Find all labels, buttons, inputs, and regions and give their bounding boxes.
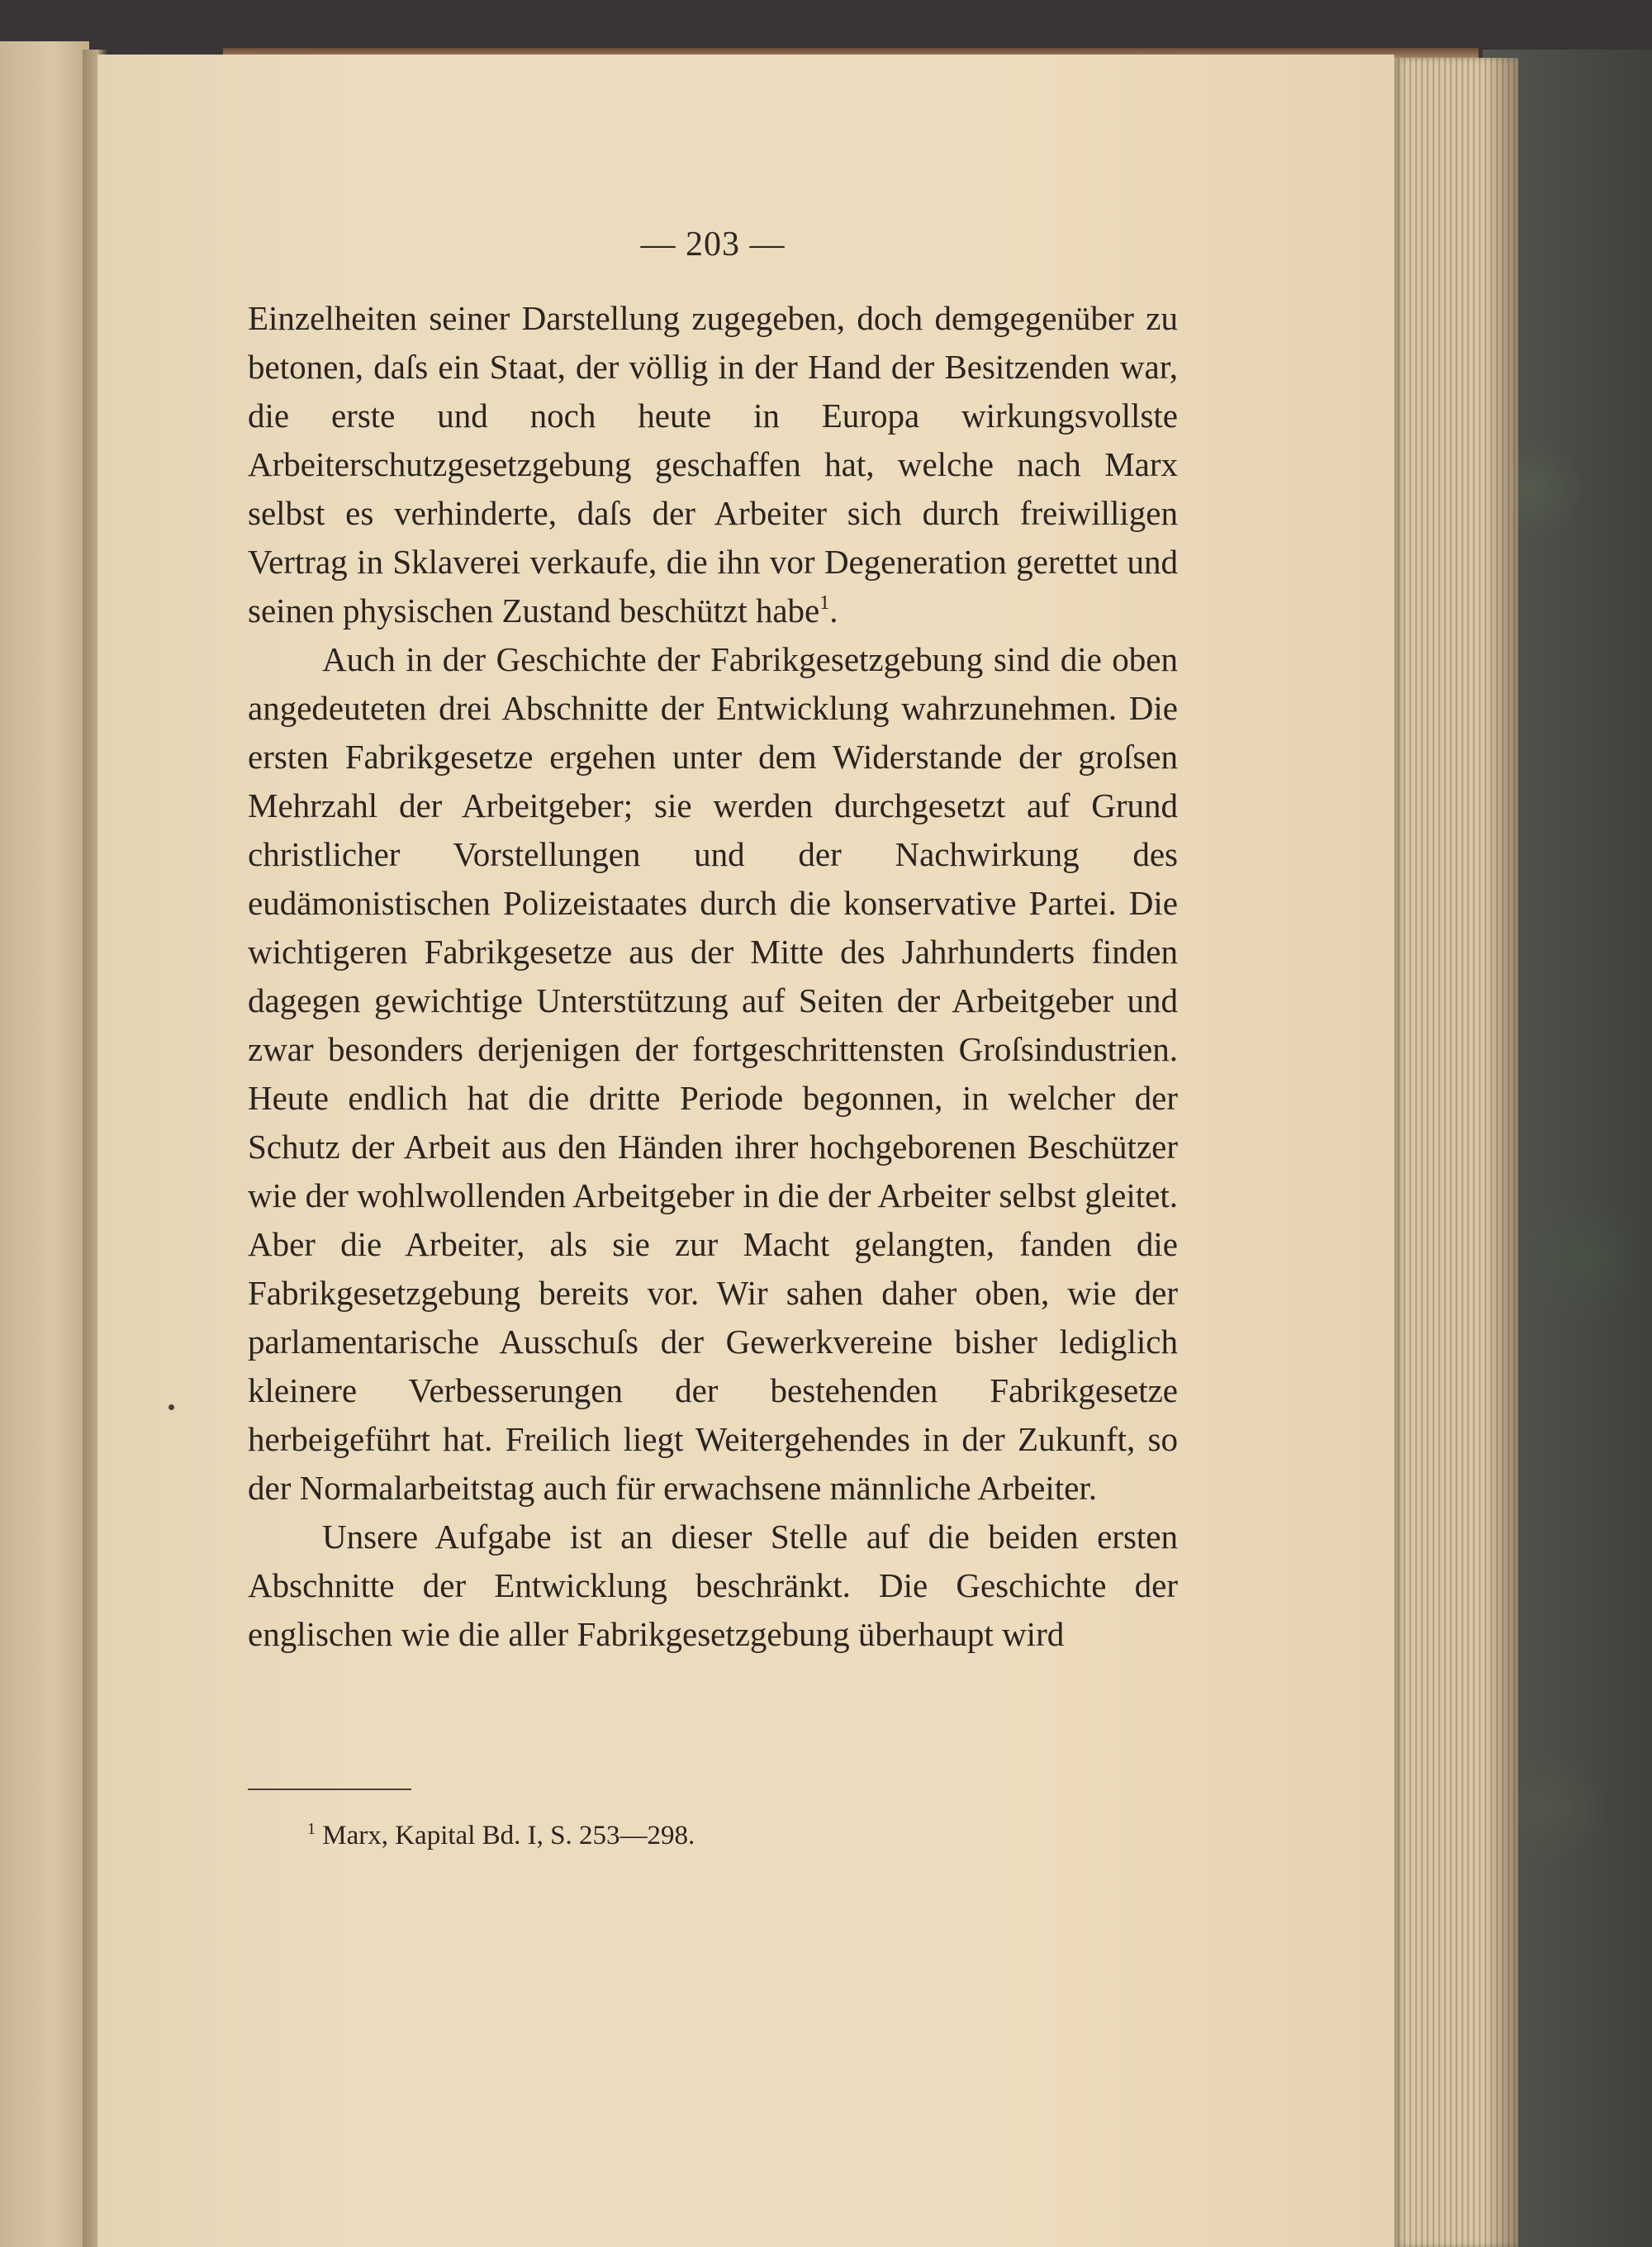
page-speck bbox=[169, 1404, 174, 1410]
page-number: — 203 — bbox=[640, 226, 786, 264]
footnote-marker: 1 bbox=[307, 1820, 316, 1838]
stacked-page-edges bbox=[1394, 58, 1518, 2247]
paragraph-3: Unsere Aufgabe ist an dieser Stelle auf die beiden ersten Abschnitte der Entwicklung beschränkt. Die Geschichte der englischen wie die aller Fabrikgesetzgebung überhaupt wird bbox=[248, 1518, 1178, 1653]
paragraph-1-end: . bbox=[829, 591, 838, 629]
paragraph-1 bbox=[248, 294, 1178, 635]
footnote-reference[interactable]: 1 bbox=[819, 592, 830, 614]
paragraph-2: Auch in der Geschichte der Fabrikgesetzgebung sind die oben angedeuteten drei Abschnitte der Entwicklung wahrzunehmen. Die ersten Fabrikgesetze ergehen unter dem Widerstande der groſsen Mehrzahl der Arbeitgeber; sie werden durchgesetzt auf Grund christlicher Vorstellungen und der Nachwirkung des eudämonistischen Polizeistaates durch die konservative Partei. Die wichtigeren Fabrikgesetze aus der Mitte des Jahrhunderts finden dagegen gewichtige Unterstützung auf Seiten der Arbeitgeber und zwar besonders derjenigen der fortgeschrittensten Groſsindustrien. Heute endlich hat die dritte Periode begonnen, in welcher der Schutz der Arbeit aus den Händen ihrer hochgeborenen Beschützer wie der wohlwollenden Arbeitgeber in die der Arbeiter selbst gleitet. Aber die Arbeiter, als sie zur Macht gelangten, fanden die Fabrikgesetzgebung bereits vor. Wir sahen daher oben, wie der parlamentarische Ausschuſs der Gewerkvereine bisher lediglich kleinere Verbesserungen der bestehenden Fabrikgesetze herbeigeführt hat. Freilich liegt Weitergehendes in der Zukunft, so der Normalarbeitstag auch für erwachsene männliche Arbeiter. bbox=[248, 640, 1178, 1507]
footnote-divider bbox=[248, 1789, 411, 1790]
footnote-text: Marx, Kapital Bd. I, S. 253—298. bbox=[322, 1821, 695, 1850]
facing-page-edge bbox=[0, 41, 89, 2247]
footnote bbox=[307, 1817, 695, 1854]
body-text bbox=[248, 294, 1178, 1659]
paragraph-1-text: Einzelheiten seiner Darstellung zugegeben, doch demgegenüber zu betonen, daſs ein Staat, der völlig in der Hand der Besitzenden war, die erste und noch heute in Europa wirkungsvollste Arbeiterschutzgesetzgebung geschaffen hat, welche nach Marx selbst es verhinderte, daſs der Arbeiter sich durch freiwilligen Vertrag in Sklaverei verkaufe, die ihn vor Degeneration gerettet und seinen physischen Zustand beschützt habe bbox=[248, 299, 1178, 629]
